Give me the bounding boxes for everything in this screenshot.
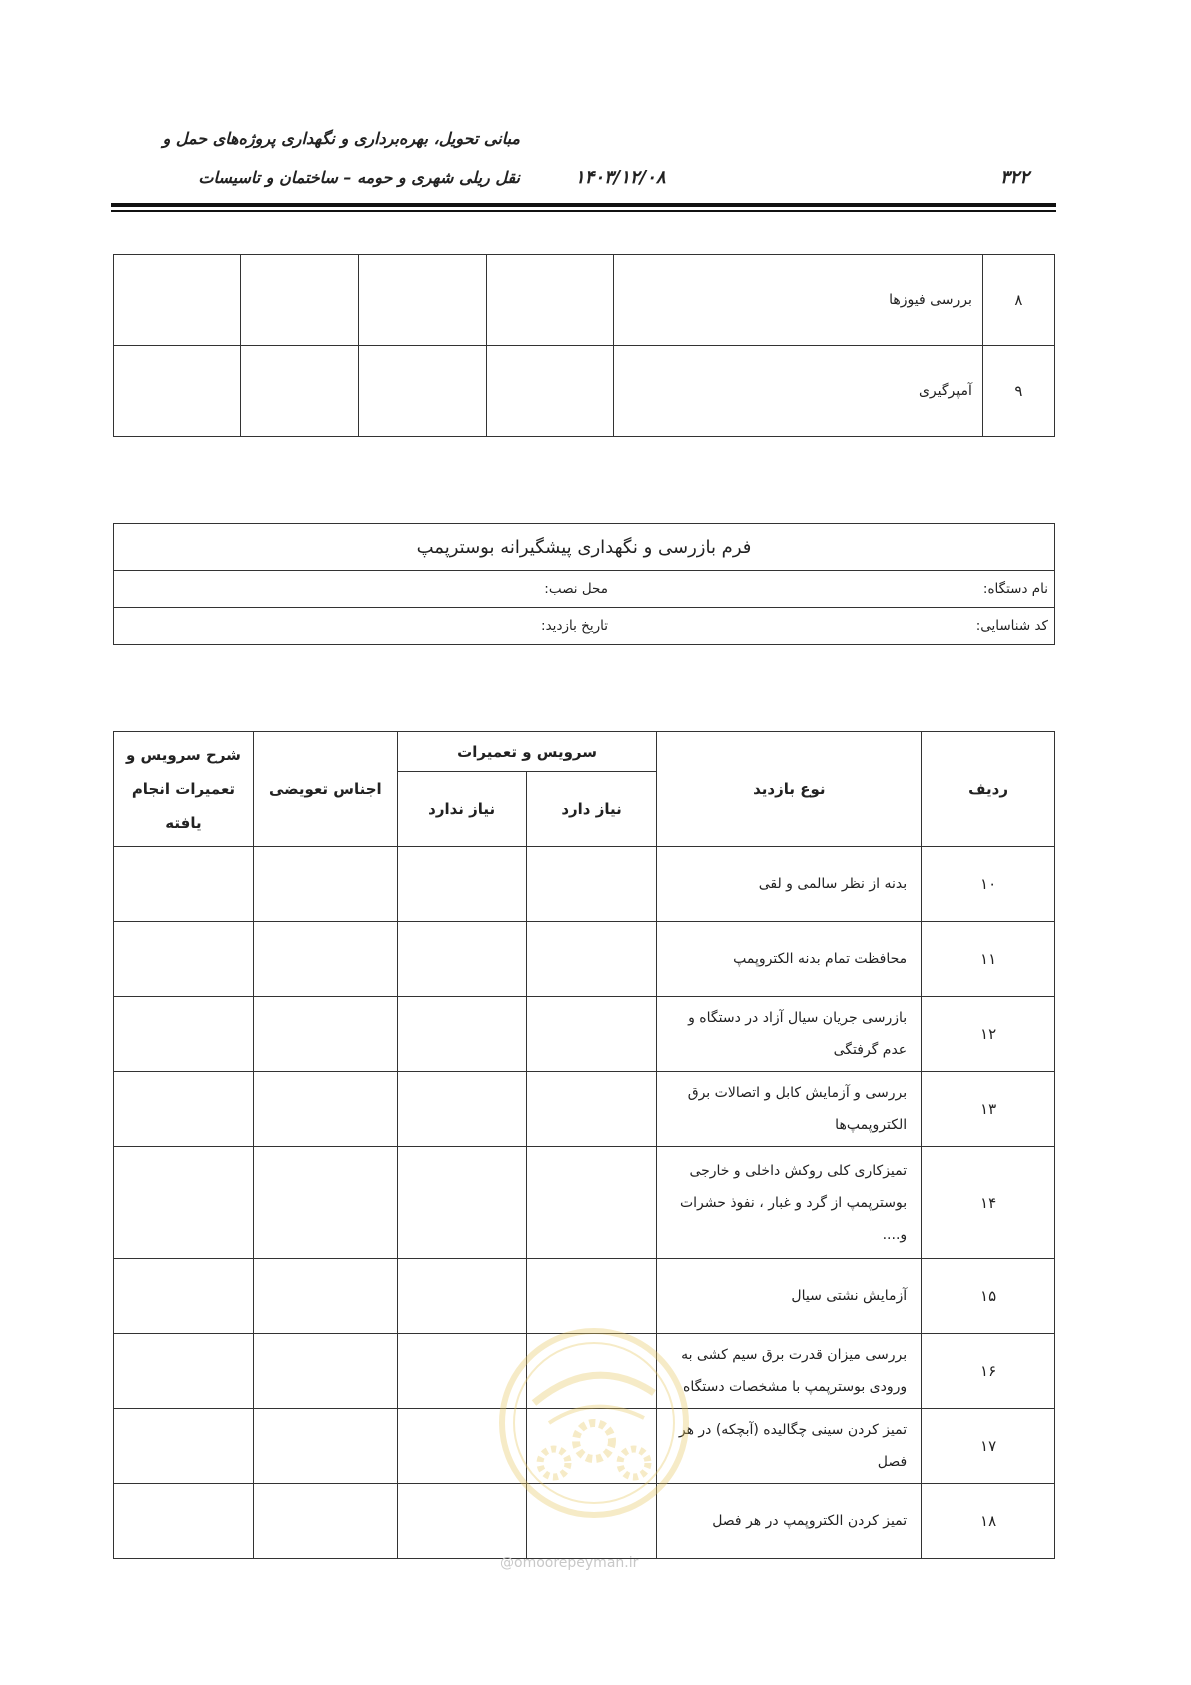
table-row [114,1409,1055,1484]
no-need-cell[interactable] [397,1259,526,1334]
row-number: ۱۱ [922,922,1055,997]
visit-type-cell: بدنه از نظر سالمی و لقی [657,847,922,922]
description-cell[interactable] [114,1409,254,1484]
header-no-need: نیاز ندارد [397,772,526,847]
header-row-number: ردیف [922,732,1055,847]
description-cell[interactable] [114,922,254,997]
header-service-group: سرویس و تعمیرات [397,732,657,772]
description-cell[interactable] [114,346,241,437]
document-date: ۱۴۰۳/۱۲/۰۸ [575,167,666,188]
visit-type-cell: آمپرگیری [614,346,983,437]
row-number: ۱۴ [922,1147,1055,1259]
visit-type-cell: تمیز کردن الکتروپمپ در هر فصل [657,1484,922,1559]
table-row [114,1334,1055,1409]
needs-cell[interactable] [486,346,613,437]
description-cell[interactable] [114,997,254,1072]
needs-cell[interactable] [526,997,657,1072]
row-number: ۱۸ [922,1484,1055,1559]
no-need-cell[interactable] [397,1484,526,1559]
header-parts: اجناس تعویضی [253,732,397,847]
description-cell[interactable] [114,1334,254,1409]
table-row [114,1072,1055,1147]
header-rule-thin [111,210,1056,212]
parts-cell[interactable] [253,1484,397,1559]
parts-cell[interactable] [241,346,358,437]
header-description: شرح سرویس و تعمیرات انجام یافته [114,732,254,847]
parts-cell[interactable] [253,1334,397,1409]
header-visit-type: نوع بازدید [657,732,922,847]
form-info-table [113,523,1055,645]
id-info-row [114,608,1055,645]
header-needs: نیاز دارد [526,772,657,847]
no-need-cell[interactable] [397,922,526,997]
form-title: فرم بازرسی و نگهداری پیشگیرانه بوسترپمپ [114,524,1055,571]
visit-type-cell: تمیزکاری کلی روکش داخلی و خارجی بوسترپمپ از گرد و غبار ، نفوذ حشرات و.... [657,1147,922,1259]
table-row [114,1484,1055,1559]
continuation-table [113,254,1055,437]
parts-cell[interactable] [253,922,397,997]
no-need-cell[interactable] [397,847,526,922]
row-number: ۱۳ [922,1072,1055,1147]
needs-cell[interactable] [526,1484,657,1559]
table-row [114,1147,1055,1259]
device-name-label: نام دستگاه: [982,581,1048,597]
no-need-cell[interactable] [358,346,486,437]
needs-cell[interactable] [486,255,613,346]
visit-type-cell: آزمایش نشتی سیال [657,1259,922,1334]
description-cell[interactable] [114,847,254,922]
needs-cell[interactable] [526,1259,657,1334]
description-cell[interactable] [114,1147,254,1259]
visit-type-cell: محافظت تمام بدنه الکتروپمپ [657,922,922,997]
watermark-site: @omoorepeyman.ir [500,1555,639,1571]
table-row [114,847,1055,922]
visit-type-cell: بررسی فیوزها [614,255,983,346]
no-need-cell[interactable] [397,997,526,1072]
parts-cell[interactable] [253,1072,397,1147]
header-rule-thick [111,203,1056,207]
row-number: ۸ [982,255,1054,346]
needs-cell[interactable] [526,1334,657,1409]
table-row [114,255,1055,346]
needs-cell[interactable] [526,1409,657,1484]
description-cell[interactable] [114,1259,254,1334]
table-row [114,997,1055,1072]
visit-type-cell: بررسی و آزمایش کابل و اتصالات برق الکتروپمپ‌ها [657,1072,922,1147]
no-need-cell[interactable] [397,1072,526,1147]
parts-cell[interactable] [253,1147,397,1259]
visit-type-cell: تمیز کردن سینی چگالیده (آبچکه) در هر فصل [657,1409,922,1484]
parts-cell[interactable] [253,1259,397,1334]
visit-type-cell: بررسی میزان قدرت برق سیم کشی به ورودی بوسترپمپ با مشخصات دستگاه [657,1334,922,1409]
page-number: ۳۲۲ [1000,167,1030,188]
no-need-cell[interactable] [397,1334,526,1409]
row-number: ۹ [982,346,1054,437]
table-row [114,1259,1055,1334]
needs-cell[interactable] [526,1147,657,1259]
inspection-table [113,731,1055,1559]
parts-cell[interactable] [253,1409,397,1484]
parts-cell[interactable] [253,847,397,922]
description-cell[interactable] [114,1072,254,1147]
table-row [114,922,1055,997]
parts-cell[interactable] [253,997,397,1072]
needs-cell[interactable] [526,1072,657,1147]
row-number: ۱۲ [922,997,1055,1072]
document-title-line1: مبانی تحویل، بهره‌برداری و نگهداری پروژه‌های حمل و [162,129,520,148]
parts-cell[interactable] [241,255,358,346]
id-code-label: کد شناسایی: [975,618,1048,634]
description-cell[interactable] [114,1484,254,1559]
row-number: ۱۷ [922,1409,1055,1484]
no-need-cell[interactable] [397,1409,526,1484]
header-row [114,732,1055,772]
row-number: ۱۵ [922,1259,1055,1334]
no-need-cell[interactable] [397,1147,526,1259]
row-number: ۱۰ [922,847,1055,922]
needs-cell[interactable] [526,847,657,922]
install-location-label: محل نصب: [544,581,608,597]
document-title-line2: نقل ریلی شهری و حومه – ساختمان و تاسیسات [198,168,520,187]
visit-type-cell: بازرسی جریان سیال آزاد در دستگاه و عدم گرفتگی [657,997,922,1072]
visit-date-label: تاریخ بازدید: [541,618,608,634]
no-need-cell[interactable] [358,255,486,346]
table-row [114,346,1055,437]
description-cell[interactable] [114,255,241,346]
needs-cell[interactable] [526,922,657,997]
row-number: ۱۶ [922,1334,1055,1409]
device-info-row [114,571,1055,608]
